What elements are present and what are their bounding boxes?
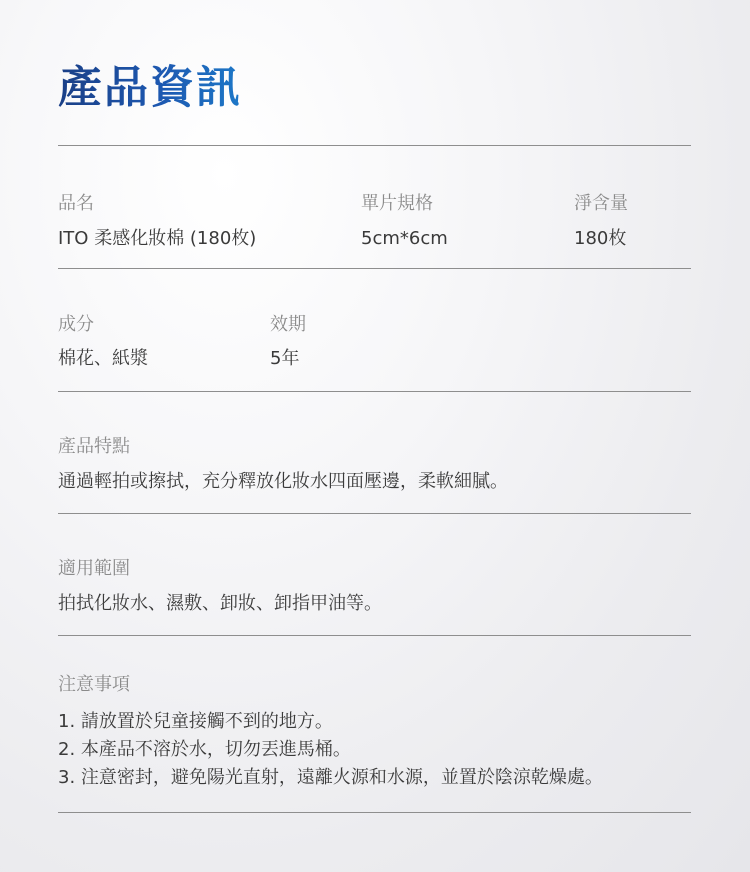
caution-item: 2. 本產品不溶於水，切勿丟進馬桶。 <box>58 739 351 760</box>
features-label: 產品特點 <box>58 436 130 457</box>
ingredients-label: 成分 <box>58 314 94 335</box>
usage-value: 拍拭化妝水、濕敷、卸妝、卸指甲油等。 <box>58 593 382 614</box>
divider <box>58 513 691 514</box>
sheet-size-label: 單片規格 <box>361 193 433 214</box>
page-title: 產品資訊 <box>58 58 242 118</box>
divider <box>58 812 691 813</box>
divider <box>58 145 691 146</box>
features-value: 通過輕拍或擦拭，充分釋放化妝水四面壓邊，柔軟細膩。 <box>58 471 508 492</box>
net-quantity-label: 淨含量 <box>574 193 628 214</box>
divider <box>58 268 691 269</box>
shelf-life-label: 效期 <box>270 314 306 335</box>
caution-item: 1. 請放置於兒童接觸不到的地方。 <box>58 711 333 732</box>
caution-item: 3. 注意密封，避免陽光直射，遠離火源和水源，並置於陰涼乾燥處。 <box>58 767 603 788</box>
shelf-life-value: 5年 <box>270 348 300 369</box>
divider <box>58 391 691 392</box>
product-name-value: ITO 柔感化妝棉 (180枚) <box>58 228 257 249</box>
cautions-list <box>58 708 603 792</box>
cautions-label: 注意事項 <box>58 674 130 695</box>
divider <box>58 635 691 636</box>
usage-label: 適用範圍 <box>58 558 130 579</box>
product-name-label: 品名 <box>58 193 94 214</box>
ingredients-value: 棉花、紙漿 <box>58 348 148 369</box>
net-quantity-value: 180枚 <box>574 228 627 249</box>
sheet-size-value: 5cm*6cm <box>361 228 448 249</box>
